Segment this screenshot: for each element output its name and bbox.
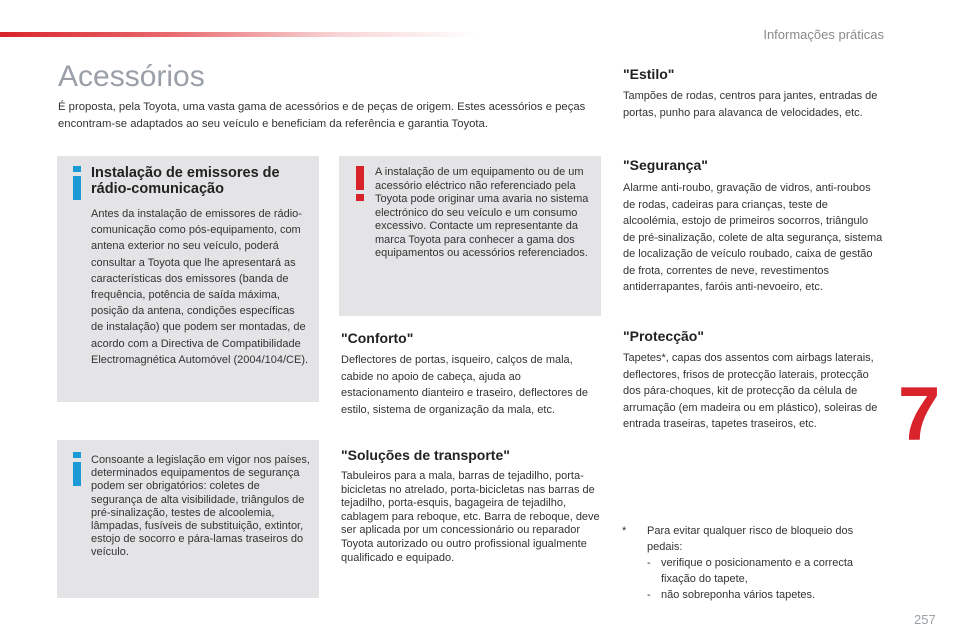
proteccao-text: Tapetes*, capas dos assentos com airbags laterais, deflectores, frisos de protecção laterais, protecção dos pára-choques, kit de protecção da célula de arrumação (em madeira ou em plástico), soleiras de entrada traseiras, tapetes traseiros, etc. <box>623 352 878 430</box>
footnote-list <box>647 555 887 603</box>
list-item <box>647 587 887 603</box>
footnote-marker: * <box>622 525 627 537</box>
seguranca-text: Alarme anti-roubo, gravação de vidros, anti-roubos de rodas, cadeiras para crianças, teste de alcoolémia, estojo de primeiros socorros, triângulo de pré-sinalização, colete de alta segurança, sistema de localização de veículo roubado, caixa de gestão de frota, correntes de neve, revestimentos antiderrapantes, faróis anti-nevoeiro, etc. <box>623 182 883 293</box>
footnote-item-text: não sobreponha vários tapetes. <box>661 589 816 601</box>
conforto-heading: "Conforto" <box>341 330 414 346</box>
proteccao-heading: "Protecção" <box>623 328 704 344</box>
warning-box-text: A instalação de um equipamento ou de um acessório eléctrico não referenciado pela Toyota pode originar uma avaria no sistema electrónico do seu veículo e um consumo excessivo. Contacte um representante da marca Toyota para conhecer a gama dos equipamentos ou acessórios referenciados. <box>375 166 589 259</box>
radio-box-text: Antes da instalação de emissores de rádio-comunicação como pós-equipamento, com antena exterior no seu veículo, poderá consultar a Toyota que lhe apresentará as características dos emissores (banda de frequência, potência de saída máxima, posição da antena, condições específicas de instalação) que podem ser montadas, de acordo com a Directiva de Compatibilidade Electromagnética Automóvel (2004/104/CE). <box>91 208 309 366</box>
footnote-item-text: verifique o posicionamento e a correcta fixação do tapete, <box>661 557 853 585</box>
conforto-text: Deflectores de portas, isqueiro, calços de mala, cabide no apoio de cabeça, ajuda ao estacionamento dianteiro e traseiro, deflectores de estilo, sistema de organização da mala, etc. <box>341 354 589 416</box>
seguranca-heading: "Segurança" <box>623 157 708 173</box>
estilo-heading: "Estilo" <box>623 66 675 82</box>
intro-paragraph: É proposta, pela Toyota, uma vasta gama de acessórios e de peças de origem. Estes acessórios e peças encontram-se adaptados ao seu veículo e beneficiam da referência e garantia Toyota. <box>58 101 586 130</box>
page-title: Acessórios <box>58 60 205 93</box>
list-dash: - <box>647 557 651 569</box>
section-title: Informações práticas <box>763 27 884 42</box>
estilo-text: Tampões de rodas, centros para jantes, entradas de portas, punho para alavanca de velocidades, etc. <box>623 90 878 119</box>
info-icon <box>65 164 91 204</box>
chapter-number: 7 <box>898 372 941 457</box>
exclamation-warning-icon <box>347 164 373 204</box>
page-number: 257 <box>914 612 936 627</box>
radio-info-box <box>57 156 319 402</box>
transporte-heading: "Soluções de transporte" <box>341 447 510 463</box>
legislation-box-text: Consoante a legislação em vigor nos países, determinados equipamentos de segurança podem ser obrigatórios: coletes de segurança de alta visibilidade, triângulos de pré-sinalização, testes de alcoolemia, lâmpadas, fusíveis de substituição, extintor, estojo de socorro e pára-lamas traseiros do veículo. <box>91 454 310 559</box>
list-item <box>647 555 887 587</box>
list-dash: - <box>647 589 651 601</box>
warning-box <box>339 156 601 316</box>
header-accent-bar <box>0 32 480 37</box>
info-icon <box>65 450 91 490</box>
radio-box-heading: Instalação de emissores de rádio-comunicação <box>91 165 280 197</box>
legislation-info-box <box>57 440 319 598</box>
transporte-text: Tabuleiros para a mala, barras de tejadilho, porta-bicicletas no atrelado, porta-bicicletas nas barras de tejadilho, porta-esquis, bagageira de tejadilho, cablagem para reboque, etc. Barra de reboque, deve ser aplicada por um concessionário ou reparador Toyota autorizado ou outro profissional igualmente qualificado e equipado. <box>341 470 600 564</box>
footnote-text: Para evitar qualquer risco de bloqueio dos pedais: <box>647 525 854 553</box>
